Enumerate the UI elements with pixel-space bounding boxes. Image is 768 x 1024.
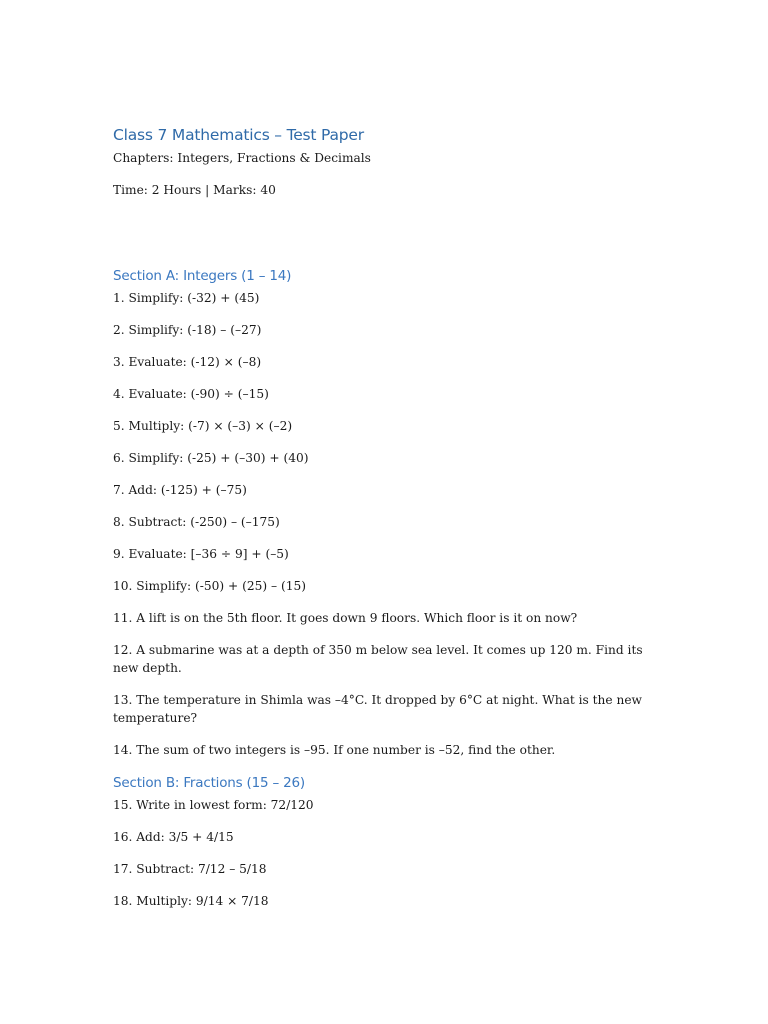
question-7: 7. Add: (-125) + (–75) xyxy=(113,483,247,497)
question-9: 9. Evaluate: [–36 ÷ 9] + (–5) xyxy=(113,547,289,561)
section-b-heading: Section B: Fractions (15 – 26) xyxy=(113,775,305,791)
section-b-questions xyxy=(113,796,653,910)
question-2: 2. Simplify: (-18) – (–27) xyxy=(113,323,262,337)
question-16: 16. Add: 3/5 + 4/15 xyxy=(113,830,234,844)
question-15: 15. Write in lowest form: 72/120 xyxy=(113,798,314,812)
question-6: 6. Simplify: (-25) + (–30) + (40) xyxy=(113,451,309,465)
question-10: 10. Simplify: (-50) + (25) – (15) xyxy=(113,579,307,593)
page-title: Class 7 Mathematics – Test Paper xyxy=(113,126,364,144)
question-17: 17. Subtract: 7/12 – 5/18 xyxy=(113,862,267,876)
question-3: 3. Evaluate: (-12) × (–8) xyxy=(113,355,262,369)
question-14: 14. The sum of two integers is –95. If one number is –52, find the other. xyxy=(113,743,556,757)
section-a-heading: Section A: Integers (1 – 14) xyxy=(113,268,292,284)
question-5: 5. Multiply: (-7) × (–3) × (–2) xyxy=(113,419,293,433)
test-paper-page xyxy=(113,124,653,924)
question-8: 8. Subtract: (-250) – (–175) xyxy=(113,515,280,529)
chapters-line: Chapters: Integers, Fractions & Decimals xyxy=(113,151,371,165)
question-13: 13. The temperature in Shimla was –4°C. It dropped by 6°C at night. What is the new temperature? xyxy=(113,693,642,725)
question-12: 12. A submarine was at a depth of 350 m below sea level. It comes up 120 m. Find its new depth. xyxy=(113,643,643,675)
question-11: 11. A lift is on the 5th floor. It goes down 9 floors. Which floor is it on now? xyxy=(113,611,578,625)
question-1: 1. Simplify: (-32) + (45) xyxy=(113,291,260,305)
question-4: 4. Evaluate: (-90) ÷ (–15) xyxy=(113,387,269,401)
question-18: 18. Multiply: 9/14 × 7/18 xyxy=(113,894,269,908)
time-marks-line: Time: 2 Hours | Marks: 40 xyxy=(113,183,276,197)
section-a-questions xyxy=(113,289,653,759)
